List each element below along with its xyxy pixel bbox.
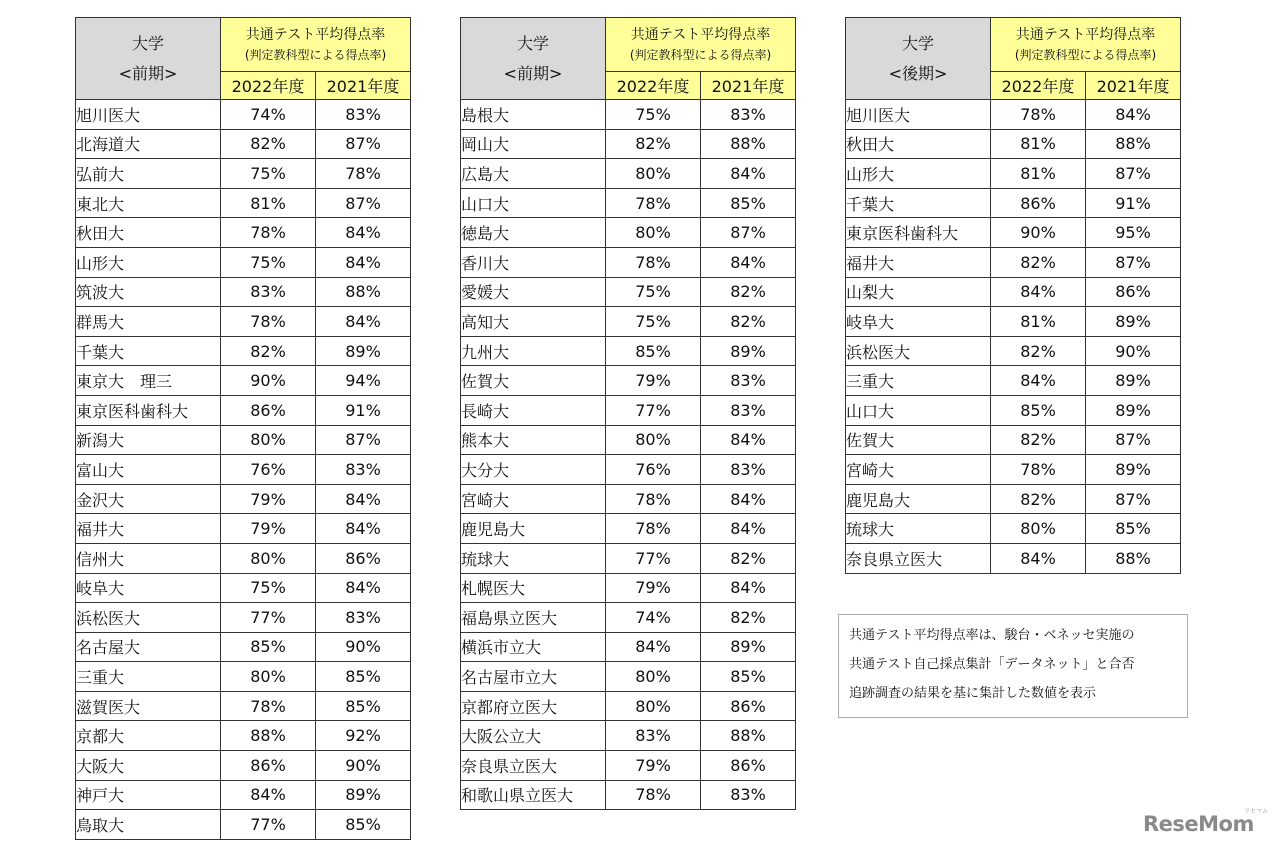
rate-2022: 78% (606, 780, 701, 810)
rate-2022: 84% (606, 632, 701, 662)
university-name: 信州大 (76, 543, 221, 573)
rate-2022: 81% (991, 159, 1086, 189)
university-name: 東京医科歯科大 (846, 218, 991, 248)
rate-2021: 83% (316, 603, 411, 633)
rate-2021: 87% (1086, 247, 1181, 277)
university-name: 山口大 (846, 395, 991, 425)
university-name: 横浜市立大 (461, 632, 606, 662)
table-row (76, 810, 411, 840)
university-name: 琉球大 (846, 514, 991, 544)
rate-2022: 88% (221, 721, 316, 751)
table-row (76, 100, 411, 130)
table-row (846, 366, 1181, 396)
rate-2022: 82% (991, 336, 1086, 366)
rate-2022: 84% (991, 366, 1086, 396)
university-name: 琉球大 (461, 543, 606, 573)
university-label: 大学 (131, 33, 164, 53)
rate-2021: 88% (701, 129, 796, 159)
rate-2021: 84% (1086, 100, 1181, 130)
rate-2022: 75% (221, 159, 316, 189)
rate-2022: 78% (606, 247, 701, 277)
rate-2022: 78% (606, 514, 701, 544)
rate-2021: 84% (316, 218, 411, 248)
university-name: 名古屋市立大 (461, 662, 606, 692)
rate-2022: 84% (221, 780, 316, 810)
rate-2022: 80% (606, 425, 701, 455)
rate-2021: 89% (1086, 307, 1181, 337)
table-row (461, 721, 796, 751)
rate-2021: 89% (701, 336, 796, 366)
rate-2022: 75% (221, 247, 316, 277)
university-name: 千葉大 (846, 188, 991, 218)
table-row (461, 395, 796, 425)
footnote-box (838, 614, 1188, 718)
rate-2021: 90% (1086, 336, 1181, 366)
university-header (846, 18, 991, 100)
rate-2022: 85% (606, 336, 701, 366)
university-name: 佐賀大 (846, 425, 991, 455)
year-2021-header: 2021年度 (316, 72, 411, 100)
rate-2022: 76% (221, 455, 316, 485)
rate-2021: 89% (316, 336, 411, 366)
table-row (76, 691, 411, 721)
rate-2021: 85% (316, 691, 411, 721)
rate-2021: 82% (701, 603, 796, 633)
table-zenki-1 (75, 17, 411, 840)
rate-2021: 86% (701, 751, 796, 781)
table-row (76, 603, 411, 633)
university-name: 広島大 (461, 159, 606, 189)
year-2021-header: 2021年度 (701, 72, 796, 100)
university-name: 三重大 (76, 662, 221, 692)
rate-2022: 79% (606, 751, 701, 781)
table-row (461, 662, 796, 692)
table-row (76, 366, 411, 396)
rate-2021: 83% (701, 780, 796, 810)
rate-2021: 84% (316, 247, 411, 277)
rate-header (606, 18, 796, 72)
table-row (846, 129, 1181, 159)
rate-2022: 74% (221, 100, 316, 130)
rate-2022: 79% (221, 484, 316, 514)
university-name: 宮崎大 (461, 484, 606, 514)
table-row (461, 603, 796, 633)
rate-2021: 89% (1086, 395, 1181, 425)
rate-2021: 89% (1086, 366, 1181, 396)
rate-2022: 79% (606, 573, 701, 603)
rate-header (991, 18, 1181, 72)
table-row (846, 307, 1181, 337)
rate-2022: 82% (221, 129, 316, 159)
university-name: 奈良県立医大 (846, 543, 991, 573)
university-name: 福島県立医大 (461, 603, 606, 633)
university-name: 大阪大 (76, 751, 221, 781)
rate-2021: 82% (701, 307, 796, 337)
rate-2022: 86% (221, 751, 316, 781)
table-row (461, 632, 796, 662)
rate-header (221, 18, 411, 72)
university-name: 宮崎大 (846, 455, 991, 485)
university-name: 金沢大 (76, 484, 221, 514)
university-name: 筑波大 (76, 277, 221, 307)
resemom-logo: ReseMom (1143, 812, 1254, 836)
rate-2021: 78% (316, 159, 411, 189)
period-label: <前期> (118, 63, 178, 83)
table-row (76, 129, 411, 159)
rate-2021: 87% (1086, 159, 1181, 189)
university-name: 名古屋大 (76, 632, 221, 662)
table-row (846, 514, 1181, 544)
rate-2021: 91% (316, 395, 411, 425)
table-row (76, 159, 411, 189)
rate-2022: 80% (606, 691, 701, 721)
table-row (76, 632, 411, 662)
table-row (76, 573, 411, 603)
rate-2022: 76% (606, 455, 701, 485)
university-name: 愛媛大 (461, 277, 606, 307)
rate-2022: 77% (606, 543, 701, 573)
footnote-line: 共通テスト自己採点集計「データネット」と合否 (849, 657, 1135, 672)
table-row (461, 307, 796, 337)
table-row (76, 395, 411, 425)
university-name: 岡山大 (461, 129, 606, 159)
table-row (461, 780, 796, 810)
rate-2022: 78% (221, 218, 316, 248)
year-2022-header: 2022年度 (991, 72, 1086, 100)
rate-2021: 84% (701, 159, 796, 189)
table-row (461, 514, 796, 544)
rate-2021: 83% (701, 366, 796, 396)
rate-title: 共通テスト平均得点率 (1015, 26, 1156, 43)
table-row (461, 691, 796, 721)
table-row (846, 247, 1181, 277)
rate-2022: 80% (991, 514, 1086, 544)
table-row (846, 455, 1181, 485)
rate-2022: 79% (221, 514, 316, 544)
table-row (846, 484, 1181, 514)
table-row (846, 425, 1181, 455)
table-row (76, 780, 411, 810)
rate-2021: 82% (701, 277, 796, 307)
university-label: 大学 (901, 33, 934, 53)
rate-2022: 82% (606, 129, 701, 159)
rate-2021: 83% (701, 395, 796, 425)
rate-2022: 84% (991, 543, 1086, 573)
university-name: 鹿児島大 (846, 484, 991, 514)
rate-2022: 83% (221, 277, 316, 307)
table-row (846, 277, 1181, 307)
rate-2022: 85% (991, 395, 1086, 425)
resemom-logo-sub: リセマム (1244, 808, 1268, 815)
year-2022-header: 2022年度 (221, 72, 316, 100)
table-row (461, 484, 796, 514)
table-row (461, 129, 796, 159)
rate-2021: 89% (1086, 455, 1181, 485)
university-name: 千葉大 (76, 336, 221, 366)
table-row (76, 662, 411, 692)
university-name: 東京医科歯科大 (76, 395, 221, 425)
university-name: 群馬大 (76, 307, 221, 337)
rate-2021: 84% (701, 514, 796, 544)
rate-2022: 75% (221, 573, 316, 603)
table-row (76, 751, 411, 781)
table-koki (845, 17, 1181, 574)
table-row (76, 543, 411, 573)
table-row (461, 751, 796, 781)
rate-2022: 77% (221, 603, 316, 633)
rate-2022: 82% (991, 425, 1086, 455)
university-name: 山口大 (461, 188, 606, 218)
footnote-line: 追跡調査の結果を基に集計した数値を表示 (849, 686, 1097, 701)
table-row (76, 188, 411, 218)
university-name: 香川大 (461, 247, 606, 277)
rate-2021: 83% (316, 100, 411, 130)
university-header (461, 18, 606, 100)
university-label: 大学 (516, 33, 549, 53)
table-row (76, 514, 411, 544)
university-name: 和歌山県立医大 (461, 780, 606, 810)
rate-2022: 82% (221, 336, 316, 366)
university-header (76, 18, 221, 100)
table-row (846, 395, 1181, 425)
table-row (76, 484, 411, 514)
table-body (461, 100, 796, 810)
university-name: 秋田大 (76, 218, 221, 248)
rate-2021: 92% (316, 721, 411, 751)
rate-2022: 74% (606, 603, 701, 633)
rate-2021: 88% (316, 277, 411, 307)
rate-2022: 78% (991, 455, 1086, 485)
university-name: 京都大 (76, 721, 221, 751)
rate-2022: 80% (606, 218, 701, 248)
table-row (461, 159, 796, 189)
table-row (461, 425, 796, 455)
rate-2022: 81% (991, 129, 1086, 159)
table-row (846, 543, 1181, 573)
rate-2021: 90% (316, 751, 411, 781)
rate-2022: 86% (991, 188, 1086, 218)
university-name: 福井大 (846, 247, 991, 277)
rate-2021: 85% (1086, 514, 1181, 544)
rate-2021: 85% (701, 188, 796, 218)
university-name: 熊本大 (461, 425, 606, 455)
rate-2021: 82% (701, 543, 796, 573)
rate-2021: 91% (1086, 188, 1181, 218)
table-row (76, 218, 411, 248)
rate-2021: 87% (316, 129, 411, 159)
table-row (76, 425, 411, 455)
university-name: 三重大 (846, 366, 991, 396)
university-name: 島根大 (461, 100, 606, 130)
university-name: 旭川医大 (846, 100, 991, 130)
rate-subtitle: (判定教科型による得点率) (1014, 47, 1157, 62)
rate-2021: 84% (701, 247, 796, 277)
rate-2021: 84% (316, 514, 411, 544)
rate-subtitle: (判定教科型による得点率) (244, 47, 387, 62)
rate-2021: 84% (701, 573, 796, 603)
university-name: 旭川医大 (76, 100, 221, 130)
university-name: 大分大 (461, 455, 606, 485)
table-row (461, 277, 796, 307)
rate-2021: 87% (316, 188, 411, 218)
rate-2022: 78% (606, 484, 701, 514)
rate-2021: 89% (701, 632, 796, 662)
rate-2022: 78% (606, 188, 701, 218)
table-zenki-2 (460, 17, 796, 810)
rate-2022: 80% (606, 159, 701, 189)
table-row (76, 277, 411, 307)
rate-2022: 82% (991, 484, 1086, 514)
period-label: <前期> (503, 63, 563, 83)
university-name: 佐賀大 (461, 366, 606, 396)
table-row (461, 366, 796, 396)
rate-2021: 88% (701, 721, 796, 751)
university-name: 山形大 (76, 247, 221, 277)
university-name: 岐阜大 (76, 573, 221, 603)
year-2021-header: 2021年度 (1086, 72, 1181, 100)
university-name: 鳥取大 (76, 810, 221, 840)
university-name: 鹿児島大 (461, 514, 606, 544)
table-row (76, 721, 411, 751)
rate-2022: 81% (221, 188, 316, 218)
university-name: 滋賀医大 (76, 691, 221, 721)
university-name: 神戸大 (76, 780, 221, 810)
rate-2022: 90% (991, 218, 1086, 248)
table-row (461, 100, 796, 130)
rate-2022: 77% (221, 810, 316, 840)
table-row (846, 159, 1181, 189)
rate-2021: 89% (316, 780, 411, 810)
university-name: 徳島大 (461, 218, 606, 248)
rate-2021: 94% (316, 366, 411, 396)
rate-2022: 80% (221, 425, 316, 455)
table-row (846, 218, 1181, 248)
rate-2022: 75% (606, 277, 701, 307)
table-row (76, 247, 411, 277)
table-row (461, 573, 796, 603)
university-name: 東北大 (76, 188, 221, 218)
table-body (846, 100, 1181, 574)
rate-2021: 88% (1086, 543, 1181, 573)
university-name: 新潟大 (76, 425, 221, 455)
rate-2022: 86% (221, 395, 316, 425)
footnote-line: 共通テスト平均得点率は、駿台・ベネッセ実施の (849, 628, 1135, 643)
rate-2021: 87% (1086, 425, 1181, 455)
university-name: 札幌医大 (461, 573, 606, 603)
university-name: 北海道大 (76, 129, 221, 159)
rate-2022: 82% (991, 247, 1086, 277)
table-row (846, 188, 1181, 218)
rate-2022: 81% (991, 307, 1086, 337)
table-row (461, 543, 796, 573)
table-row (76, 307, 411, 337)
table-body (76, 100, 411, 840)
university-name: 岐阜大 (846, 307, 991, 337)
university-name: 浜松医大 (846, 336, 991, 366)
table-row (461, 218, 796, 248)
rate-2021: 84% (701, 425, 796, 455)
rate-2021: 86% (316, 543, 411, 573)
university-name: 九州大 (461, 336, 606, 366)
rate-2021: 87% (1086, 484, 1181, 514)
rate-2021: 83% (701, 455, 796, 485)
rate-2021: 85% (701, 662, 796, 692)
rate-2021: 85% (316, 810, 411, 840)
rate-2021: 87% (316, 425, 411, 455)
rate-2022: 75% (606, 100, 701, 130)
table-row (461, 455, 796, 485)
rate-2021: 88% (1086, 129, 1181, 159)
rate-2021: 84% (316, 573, 411, 603)
university-name: 山形大 (846, 159, 991, 189)
rate-2021: 95% (1086, 218, 1181, 248)
rate-2021: 86% (1086, 277, 1181, 307)
year-2022-header: 2022年度 (606, 72, 701, 100)
table-row (461, 188, 796, 218)
university-name: 大阪公立大 (461, 721, 606, 751)
rate-subtitle: (判定教科型による得点率) (629, 47, 772, 62)
university-name: 長崎大 (461, 395, 606, 425)
university-name: 秋田大 (846, 129, 991, 159)
table-row (846, 100, 1181, 130)
university-name: 山梨大 (846, 277, 991, 307)
rate-2021: 83% (701, 100, 796, 130)
rate-2022: 77% (606, 395, 701, 425)
rate-2021: 86% (701, 691, 796, 721)
rate-2022: 83% (606, 721, 701, 751)
rate-2022: 80% (221, 662, 316, 692)
rate-2022: 78% (991, 100, 1086, 130)
rate-2022: 84% (991, 277, 1086, 307)
rate-2021: 83% (316, 455, 411, 485)
rate-2022: 75% (606, 307, 701, 337)
rate-2021: 90% (316, 632, 411, 662)
university-name: 奈良県立医大 (461, 751, 606, 781)
table-row (461, 247, 796, 277)
rate-2021: 84% (701, 484, 796, 514)
university-name: 弘前大 (76, 159, 221, 189)
rate-2021: 85% (316, 662, 411, 692)
university-name: 福井大 (76, 514, 221, 544)
rate-2022: 78% (221, 307, 316, 337)
rate-2022: 90% (221, 366, 316, 396)
rate-2022: 79% (606, 366, 701, 396)
rate-2021: 87% (701, 218, 796, 248)
university-name: 京都府立医大 (461, 691, 606, 721)
table-row (461, 336, 796, 366)
rate-2021: 84% (316, 484, 411, 514)
university-name: 富山大 (76, 455, 221, 485)
rate-2022: 80% (221, 543, 316, 573)
rate-title: 共通テスト平均得点率 (630, 26, 771, 43)
university-name: 高知大 (461, 307, 606, 337)
table-row (76, 336, 411, 366)
university-name: 浜松医大 (76, 603, 221, 633)
university-name: 東京大 理三 (76, 366, 221, 396)
rate-2022: 85% (221, 632, 316, 662)
rate-title: 共通テスト平均得点率 (245, 26, 386, 43)
table-row (76, 455, 411, 485)
rate-2022: 80% (606, 662, 701, 692)
rate-2022: 78% (221, 691, 316, 721)
period-label: <後期> (888, 63, 948, 83)
rate-2021: 84% (316, 307, 411, 337)
table-row (846, 336, 1181, 366)
